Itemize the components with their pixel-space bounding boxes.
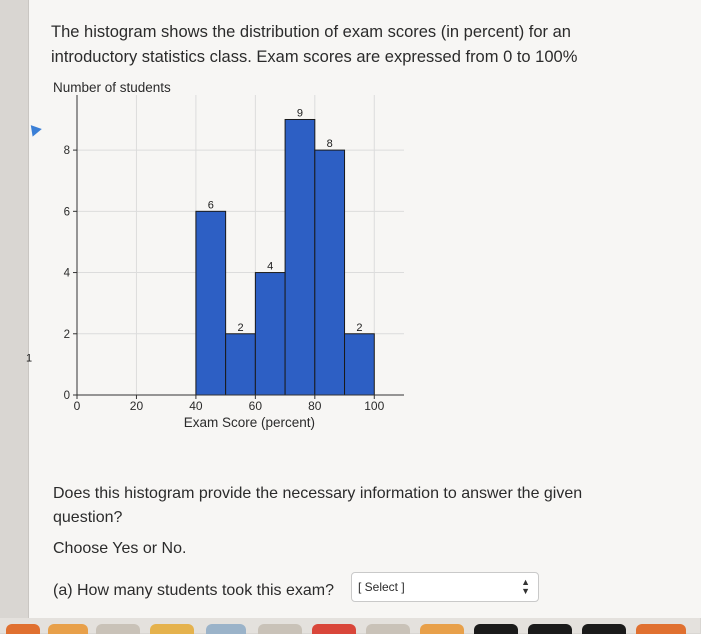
- dock-item: [206, 624, 246, 634]
- dock-item: [528, 624, 572, 634]
- dock-item: [150, 624, 194, 634]
- x-axis-label: Exam Score (percent): [183, 415, 316, 430]
- y-tick-label: 2: [63, 328, 70, 341]
- dock-item: [582, 624, 626, 634]
- select-value: [ Select ]: [358, 580, 405, 594]
- bar-count-label: 9: [296, 107, 304, 120]
- dock-item: [636, 624, 686, 634]
- x-tick-label: 100: [364, 399, 385, 413]
- y-tick-label: 6: [63, 206, 70, 219]
- histogram-bar: [285, 119, 315, 395]
- dock-item: [48, 624, 88, 634]
- histogram-bar: [315, 150, 345, 395]
- bar-count-label: 8: [326, 138, 333, 151]
- histogram-chart: [25, 95, 449, 440]
- dock-item: [6, 624, 40, 634]
- y-tick-label: 4: [63, 267, 70, 280]
- bar-count-label: 1: [25, 352, 33, 365]
- bar-count-label: 2: [237, 321, 244, 334]
- x-tick-label: 60: [248, 399, 263, 413]
- histogram-bar: [226, 334, 256, 395]
- histogram-bar: [345, 334, 375, 395]
- question-card: [25, 0, 701, 618]
- answer-select[interactable]: [351, 572, 539, 602]
- choose-instruction: Choose Yes or No.: [53, 540, 187, 557]
- prompt-text: Does this histogram provide the necessary information to answer the given question?: [53, 485, 583, 526]
- part-a-question: (a) How many students took this exam?: [53, 582, 335, 599]
- histogram-bar: [196, 211, 226, 395]
- bar-layer: [196, 119, 374, 395]
- x-tick-label: 20: [129, 399, 144, 413]
- select-arrows-icon: ▲ ▼: [521, 577, 530, 596]
- histogram-bar: [255, 273, 285, 395]
- bar-count-label: 2: [356, 321, 363, 334]
- y-axis-label: Number of students: [53, 80, 171, 95]
- x-tick-label: 80: [308, 399, 322, 413]
- dock-item: [312, 624, 356, 634]
- y-tick-label: 8: [63, 145, 70, 158]
- x-tick-label: 40: [189, 399, 203, 413]
- dock-item: [420, 624, 464, 634]
- question-text: The histogram shows the distribution of exam scores (in percent) for an introductory statistics class. Exam scores are expressed from 0 to 100%: [51, 23, 578, 66]
- y-tick-label: 0: [63, 390, 70, 402]
- dock-item: [366, 624, 410, 634]
- dock-item: [258, 624, 302, 634]
- bar-count-label: 6: [207, 199, 214, 212]
- dock-item: [474, 624, 518, 634]
- bar-count-label: 4: [267, 260, 274, 273]
- dock-item: [96, 624, 140, 634]
- x-tick-label: 0: [73, 399, 81, 413]
